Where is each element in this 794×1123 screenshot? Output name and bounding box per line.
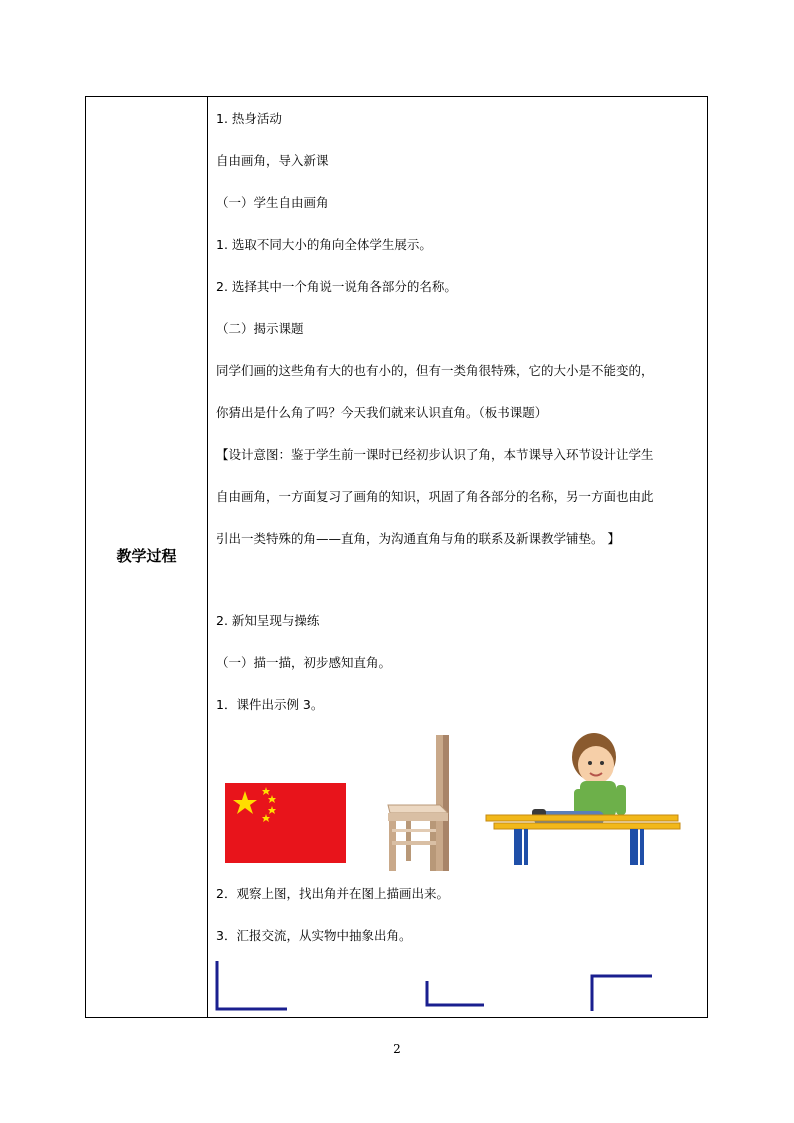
row-label: 教学过程 [116,547,177,565]
text-line: （二）揭示课题 [216,321,304,336]
text-line: 3．汇报交流，从实物中抽象出角。 [216,928,412,943]
angle-figure-1 [213,959,289,1015]
text-line: 2. 选择其中一个角说一说角各部分的名称。 [216,279,457,294]
angle-figure-2 [424,979,486,1009]
text-line: 2．观察上图，找出角并在图上描画出来。 [216,886,449,901]
lesson-table [85,96,708,1018]
angle-figure-3 [588,973,654,1013]
text-line: 你猜出是什么角了吗？今天我们就来认识直角。（板书课题） [216,405,548,420]
text-line: 1. 选取不同大小的角向全体学生展示。 [216,237,432,252]
text-line: 同学们画的这些角有大的也有小的，但有一类角很特殊，它的大小是不能变的， [216,363,654,378]
text-line: 1. 热身活动 [216,111,282,126]
text-line: （一）学生自由画角 [216,195,329,210]
chair-illustration [378,733,468,873]
text-line: （一）描一描，初步感知直角。 [216,655,392,670]
boy-on-bench-illustration [484,729,684,869]
design-note-line: 自由画角，一方面复习了画角的知识，巩固了角各部分的名称，另一方面也由此 [216,489,654,504]
design-note-line: 【设计意图：鉴于学生前一课时已经初步认识了角，本节课导入环节设计让学生 [216,447,654,462]
text-line: 1．课件出示例 3。 [216,697,324,712]
page-number: 2 [393,1042,401,1056]
chinese-flag-illustration [225,783,346,863]
column-divider [207,97,208,1017]
text-line: 2. 新知呈现与操练 [216,613,320,628]
design-note-line: 引出一类特殊的角——直角，为沟通直角与角的联系及新课教学铺垫。 】 [216,531,620,546]
text-line: 自由画角，导入新课 [216,153,329,168]
